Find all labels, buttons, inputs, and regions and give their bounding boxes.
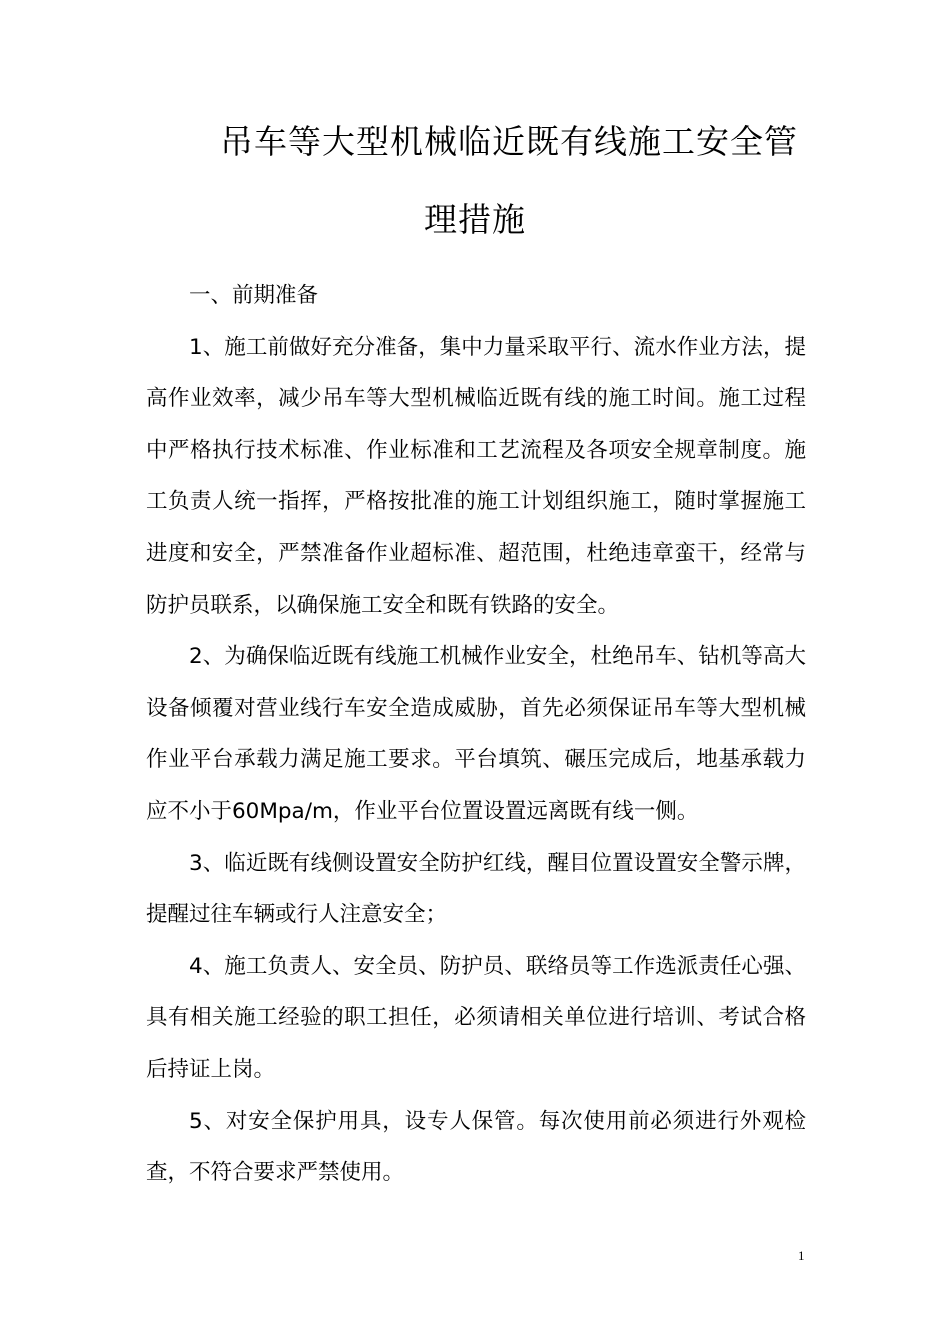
paragraph-5: 5、对安全保护用具，设专人保管。每次使用前必须进行外观检查，不符合要求严禁使用。 (146, 1108, 806, 1186)
paragraph-3: 3、临近既有线侧设置安全防护红线，醒目位置设置安全警示牌，提醒过往车辆或行人注意安全； (146, 850, 806, 928)
paragraph-1: 1、施工前做好充分准备，集中力量采取平行、流水作业方法，提高作业效率，减少吊车等大型机械临近既有线的施工时间。施工过程中严格执行技术标准、作业标准和工艺流程及各项安全规章制度。施工负责人统一指挥，严格按批准的施工计划组织施工，随时掌握施工进度和安全，严禁准备作业超标准、超范围，杜绝违章蛮干，经常与防护员联系，以确保施工安全和既有铁路的安全。 (146, 334, 806, 618)
document-body (146, 270, 806, 1199)
document-title-line-2: 理措施 (424, 200, 526, 239)
section-heading: 一、前期准备 (189, 283, 319, 308)
page-number: 1 (798, 1248, 805, 1263)
paragraph-4: 4、施工负责人、安全员、防护员、联络员等工作选派责任心强、具有相关施工经验的职工担任，必须请相关单位进行培训、考试合格后持证上岗。 (146, 953, 806, 1082)
document-title-line-1: 吊车等大型机械临近既有线施工安全管 (220, 122, 798, 161)
paragraph-2: 2、为确保临近既有线施工机械作业安全，杜绝吊车、钻机等高大设备倾覆对营业线行车安全造成威胁，首先必须保证吊车等大型机械作业平台承载力满足施工要求。平台填筑、碾压完成后，地基承载力应不小于60Mpa/m，作业平台位置设置远离既有线一侧。 (146, 644, 806, 824)
